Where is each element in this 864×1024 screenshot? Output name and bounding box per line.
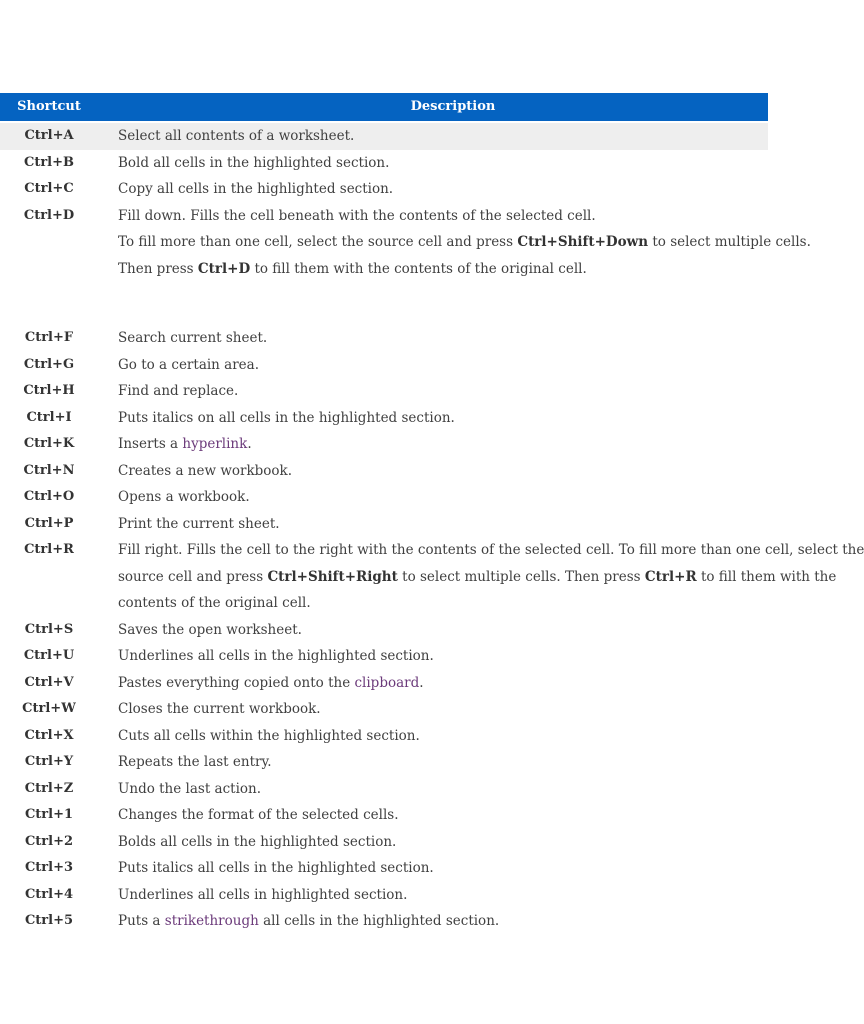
table-row [0, 150, 768, 177]
shortcut-description [118, 537, 864, 617]
shortcut-key: Ctrl+U [23, 648, 75, 663]
table-row [0, 203, 811, 283]
table-row [0, 749, 768, 776]
table-row [0, 855, 768, 882]
clipboard-link[interactable]: clipboard [354, 674, 420, 691]
strikethrough-link[interactable]: strikethrough [164, 913, 259, 929]
table-row [0, 882, 768, 909]
shortcut-key: Ctrl+N [23, 462, 75, 478]
shortcut-key: Ctrl+O [23, 489, 75, 504]
shortcut-key: Ctrl+F [24, 330, 74, 345]
inline-shortcut: Ctrl+Shift+Down [517, 234, 649, 250]
shortcut-description: Copy all cells in the highlighted section. [118, 181, 394, 197]
table-row [0, 617, 768, 644]
shortcut-key: Ctrl+3 [24, 860, 74, 875]
description-line: contents of the original cell. [118, 595, 311, 611]
shortcut-description: Pastes everything copied onto the clipboard. [118, 674, 424, 691]
shortcut-description: Cuts all cells within the highlighted section. [118, 727, 420, 744]
description-column-header: Description [410, 99, 496, 114]
shortcut-description: Changes the format of the selected cells. [118, 807, 399, 823]
shortcut-description: Undo the last action. [118, 780, 262, 797]
shortcut-key: Ctrl+V [24, 674, 74, 690]
shortcut-key: Ctrl+5 [24, 913, 74, 928]
description-line: Fill down. Fills the cell beneath with the contents of the selected cell. [118, 207, 596, 224]
shortcut-description: Underlines all cells in the highlighted section. [118, 648, 434, 664]
shortcut-description: Underlines all cells in highlighted section. [118, 886, 408, 903]
table-row [0, 325, 768, 352]
description-line: To fill more than one cell, select the source cell and press Ctrl+Shift+Down to select multiple cells. [118, 234, 811, 250]
shortcut-key: Ctrl+C [24, 181, 74, 196]
shortcut-description: Repeats the last entry. [118, 754, 272, 770]
shortcut-table [0, 123, 864, 935]
shortcut-key: Ctrl+2 [24, 833, 74, 849]
table-row [0, 696, 768, 723]
shortcut-key: Ctrl+G [23, 356, 75, 372]
shortcut-description: Select all contents of a worksheet. [118, 128, 355, 144]
description-line: source cell and press Ctrl+Shift+Right to select multiple cells. Then press Ctrl+R to fill them with the [118, 568, 837, 585]
shortcut-description: Bolds all cells in the highlighted section. [118, 833, 397, 850]
description-line: Then press Ctrl+D to fill them with the contents of the original cell. [118, 260, 587, 277]
shortcut-key: Ctrl+Z [24, 780, 74, 796]
shortcut-description: Bold all cells in the highlighted section. [118, 154, 390, 171]
table-row [0, 458, 768, 485]
table-row [0, 829, 768, 856]
shortcut-description: Inserts a hyperlink. [118, 436, 252, 452]
shortcut-description: Opens a workbook. [118, 489, 250, 505]
shortcut-description: Puts italics all cells in the highlighted section. [118, 860, 434, 876]
table-row [0, 908, 768, 935]
inline-shortcut: Ctrl+Shift+Right [267, 568, 398, 585]
shortcut-key: Ctrl+S [24, 621, 74, 637]
table-row [0, 176, 768, 203]
shortcut-key: Ctrl+A [24, 128, 74, 143]
shortcut-key: Ctrl+4 [24, 886, 74, 902]
table-header [0, 93, 768, 121]
shortcut-key: Ctrl+K [23, 436, 75, 451]
shortcut-key: Ctrl+1 [24, 807, 74, 822]
description-line: Fill right. Fills the cell to the right with the contents of the selected cell. To fill more than one cell, select the [118, 542, 864, 558]
table-row [0, 802, 768, 829]
inline-shortcut: Ctrl+R [644, 568, 697, 585]
table-row [0, 537, 864, 617]
table-row [0, 670, 768, 697]
inline-shortcut: Ctrl+D [197, 260, 251, 277]
shortcut-description: Puts a strikethrough all cells in the highlighted section. [118, 913, 500, 929]
row-spacer [0, 282, 768, 325]
table-row [0, 378, 768, 405]
shortcut-description: Go to a certain area. [118, 356, 259, 373]
table-row [0, 405, 768, 432]
table-row [0, 723, 768, 750]
shortcut-key: Ctrl+H [23, 383, 75, 398]
shortcut-description: Creates a new workbook. [118, 462, 293, 479]
shortcut-description: Search current sheet. [118, 330, 268, 346]
shortcut-description: Saves the open worksheet. [118, 621, 302, 638]
hyperlink-link[interactable]: hyperlink [182, 436, 248, 452]
shortcut-column-header: Shortcut [17, 99, 81, 114]
shortcut-description [118, 203, 811, 283]
shortcut-key: Ctrl+X [24, 727, 74, 743]
table-row [0, 776, 768, 803]
shortcut-key: Ctrl+Y [24, 754, 74, 769]
table-row [0, 643, 768, 670]
shortcut-description: Print the current sheet. [118, 515, 280, 532]
table-row [0, 352, 768, 379]
table-row [0, 511, 768, 538]
shortcut-description: Find and replace. [118, 383, 239, 399]
shortcut-key: Ctrl+P [24, 515, 74, 531]
shortcut-description: Closes the current workbook. [118, 701, 321, 717]
shortcut-key: Ctrl+B [23, 154, 75, 170]
shortcut-key: Ctrl+R [24, 542, 74, 557]
table-row [0, 431, 768, 458]
table-row [0, 484, 768, 511]
shortcut-description: Puts italics on all cells in the highlighted section. [118, 409, 455, 426]
shortcut-key: Ctrl+W [22, 701, 76, 716]
table-row [0, 123, 768, 150]
shortcut-key: Ctrl+I [26, 409, 72, 425]
shortcut-key: Ctrl+D [23, 207, 75, 223]
